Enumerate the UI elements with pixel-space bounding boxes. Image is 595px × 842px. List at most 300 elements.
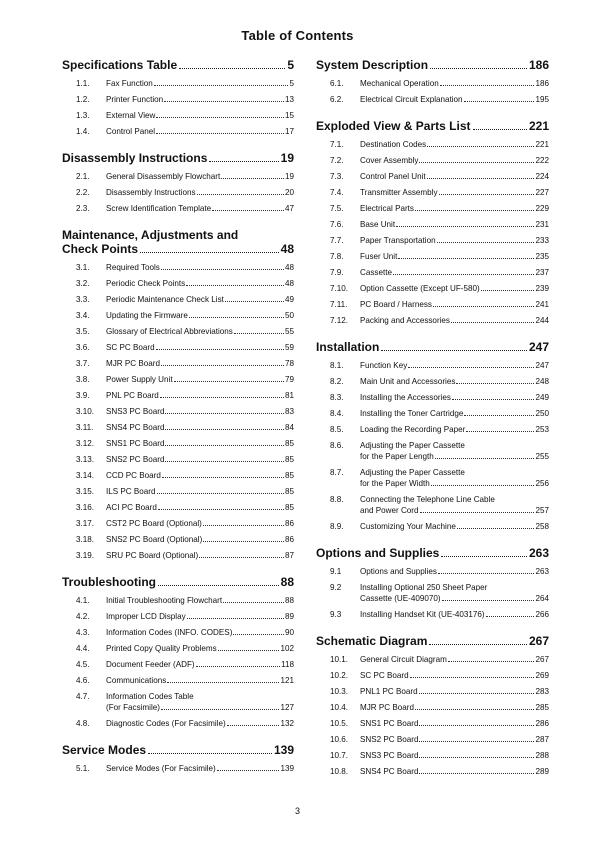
entry-number: 3.6.: [76, 343, 90, 352]
entry-page: 47: [284, 204, 294, 213]
entry-title: SNS2 PC Board (Optional): [106, 535, 203, 544]
entry-title: Destination Codes: [360, 140, 427, 149]
entry-page: 78: [284, 359, 294, 368]
entry-page: 5: [289, 79, 294, 88]
entry-number: 3.14.: [76, 471, 95, 480]
toc-entry[interactable]: [316, 465, 549, 492]
entry-title: General Circuit Diagram: [360, 655, 447, 664]
entry-title: Packing and Accessories: [360, 316, 450, 325]
dot-leader: [158, 585, 279, 586]
entry-number: 1.4.: [76, 127, 90, 136]
dot-leader: [161, 269, 284, 270]
toc-entry[interactable]: [62, 548, 294, 564]
section-title: Service Modes: [62, 743, 147, 757]
toc-entry[interactable]: [62, 500, 294, 516]
toc-section: [316, 546, 549, 623]
entry-title: Screw Identification Template: [106, 204, 212, 213]
toc-entry[interactable]: [62, 292, 294, 308]
dot-leader: [161, 709, 280, 710]
entry-title: for the Paper Width: [360, 479, 430, 488]
section-heading[interactable]: [316, 546, 549, 560]
section-heading[interactable]: [62, 228, 294, 256]
toc-section: [316, 58, 549, 108]
dot-leader: [158, 509, 284, 510]
toc-entry[interactable]: [62, 468, 294, 484]
toc-entry[interactable]: [62, 532, 294, 548]
toc-entry[interactable]: [62, 625, 294, 641]
section-page: 263: [528, 546, 549, 560]
entry-page: 79: [284, 375, 294, 384]
dot-leader: [197, 194, 284, 195]
entry-title: SRU PC Board (Optional): [106, 551, 199, 560]
entry-number: 8.9.: [330, 522, 344, 531]
section-heading[interactable]: [62, 743, 294, 757]
entry-page: 87: [284, 551, 294, 560]
entry-number: 7.12.: [330, 316, 349, 325]
entry-number: 7.4.: [330, 188, 344, 197]
dot-leader: [189, 317, 284, 318]
entry-page: 55: [284, 327, 294, 336]
toc-section: [316, 634, 549, 780]
entry-title: Communications: [106, 676, 167, 685]
dot-leader: [452, 399, 535, 400]
dot-leader: [217, 770, 280, 771]
toc-entry[interactable]: [62, 169, 294, 185]
dot-leader: [199, 557, 284, 558]
toc-entry[interactable]: [316, 281, 549, 297]
entry-title: Updating the Firmware: [106, 311, 188, 320]
entry-page: 81: [284, 391, 294, 400]
toc-entry[interactable]: [62, 108, 294, 124]
entry-title: Main Unit and Accessories: [360, 377, 456, 386]
entry-title: Periodic Maintenance Check List: [106, 295, 224, 304]
entry-number: 10.8.: [330, 767, 349, 776]
entry-number: 9.1: [330, 567, 342, 576]
section-heading[interactable]: [62, 58, 294, 72]
page-number: 3: [294, 806, 300, 816]
entry-page: 229: [535, 204, 549, 213]
toc-entry[interactable]: [316, 217, 549, 233]
entry-title: Mechanical Operation: [360, 79, 439, 88]
toc-entry[interactable]: [316, 76, 549, 92]
entry-title-line1: Information Codes Table: [106, 692, 194, 701]
entry-page: 239: [535, 284, 549, 293]
entry-number: 8.4.: [330, 409, 344, 418]
toc-entry[interactable]: [62, 761, 294, 777]
entry-page: 195: [535, 95, 549, 104]
entry-number: 4.2.: [76, 612, 90, 621]
entry-number: 10.5.: [330, 719, 349, 728]
dot-leader: [161, 365, 284, 366]
entry-page: 250: [535, 409, 549, 418]
entry-number: 7.11.: [330, 300, 348, 309]
entry-page: 59: [284, 343, 294, 352]
toc-entry[interactable]: [316, 374, 549, 390]
entry-title: Improper LCD Display: [106, 612, 186, 621]
entry-title: ACI PC Board: [106, 503, 157, 512]
entry-number: 3.16.: [76, 503, 95, 512]
dot-leader: [408, 367, 534, 368]
dot-leader: [473, 129, 527, 130]
entry-page: 255: [535, 452, 549, 461]
entry-page: 85: [284, 487, 294, 496]
dot-leader: [157, 493, 284, 494]
entry-number: 3.19.: [76, 551, 95, 560]
toc-entry[interactable]: [62, 516, 294, 532]
toc-entry[interactable]: [62, 356, 294, 372]
entry-number: 10.2.: [330, 671, 349, 680]
entry-number: 8.2.: [330, 377, 344, 386]
section-page: 139: [273, 743, 294, 757]
entry-page: 248: [535, 377, 549, 386]
section-heading[interactable]: [62, 575, 294, 589]
dot-leader: [154, 85, 289, 86]
entry-number: 8.1.: [330, 361, 344, 370]
toc-entry[interactable]: [62, 76, 294, 92]
toc-entry[interactable]: [62, 609, 294, 625]
dot-leader: [441, 556, 527, 557]
entry-page: 83: [284, 407, 294, 416]
toc-entry[interactable]: [62, 276, 294, 292]
entry-title: Loading the Recording Paper: [360, 425, 466, 434]
entry-title: SC PC Board: [106, 343, 155, 352]
entry-title: Document Feeder (ADF): [106, 660, 195, 669]
entry-number: 2.3.: [76, 204, 90, 213]
dot-leader: [156, 133, 284, 134]
entry-number: 3.11.: [76, 423, 94, 432]
dot-leader: [212, 210, 284, 211]
toc-entry[interactable]: [316, 137, 549, 153]
dot-leader: [396, 226, 534, 227]
entry-page: 253: [535, 425, 549, 434]
toc-entry[interactable]: [316, 668, 549, 684]
toc-entry[interactable]: [316, 492, 549, 519]
entry-number: 3.3.: [76, 295, 90, 304]
entry-page: 90: [284, 628, 294, 637]
entry-number: 1.3.: [76, 111, 90, 120]
entry-page: 88: [284, 596, 294, 605]
entry-number: 8.7.: [330, 468, 344, 477]
dot-leader: [165, 445, 284, 446]
dot-leader: [218, 650, 280, 651]
entry-title: CCD PC Board: [106, 471, 161, 480]
section-heading[interactable]: [316, 58, 549, 72]
toc-entry[interactable]: [62, 260, 294, 276]
toc-entry[interactable]: [316, 390, 549, 406]
entry-page: 15: [284, 111, 294, 120]
entry-title: MJR PC Board: [360, 703, 414, 712]
entry-number: 3.2.: [76, 279, 90, 288]
dot-leader: [456, 383, 534, 384]
entry-number: 7.6.: [330, 220, 344, 229]
toc-right-column: [316, 58, 549, 791]
entry-page: 118: [281, 660, 294, 669]
toc-entry[interactable]: [316, 265, 549, 281]
entry-number: 3.7.: [76, 359, 90, 368]
entry-page: 86: [284, 519, 294, 528]
dot-leader: [438, 573, 535, 574]
toc-entry[interactable]: [62, 484, 294, 500]
toc-entry[interactable]: [316, 201, 549, 217]
entry-number: 7.5.: [330, 204, 344, 213]
toc-entry[interactable]: [316, 438, 549, 465]
dot-leader: [419, 741, 534, 742]
entry-number: 4.4.: [76, 644, 90, 653]
toc-entry[interactable]: [316, 684, 549, 700]
entry-number: 8.8.: [330, 495, 344, 504]
section-title: Schematic Diagram: [316, 634, 428, 648]
entry-page: 269: [535, 671, 549, 680]
entry-title: Control Panel: [106, 127, 156, 136]
toc-entry[interactable]: [62, 420, 294, 436]
dot-leader: [486, 616, 535, 617]
entry-page: 264: [535, 594, 549, 603]
entry-title: SNS3 PC Board: [360, 751, 419, 760]
entry-page: 237: [535, 268, 549, 277]
section-title: Disassembly Instructions: [62, 151, 208, 165]
section-page: 19: [280, 151, 294, 165]
toc-entry[interactable]: [316, 406, 549, 422]
toc-entry[interactable]: [62, 124, 294, 140]
toc-entry[interactable]: [316, 249, 549, 265]
toc-entry[interactable]: [62, 388, 294, 404]
entry-title: Paper Transportation: [360, 236, 436, 245]
entry-page: 235: [535, 252, 549, 261]
entry-title: Required Tools: [106, 263, 160, 272]
entry-number: 6.1.: [330, 79, 344, 88]
section-title-line1: Maintenance, Adjustments and: [62, 228, 239, 242]
toc-entry[interactable]: [316, 153, 549, 169]
entry-page: 127: [280, 703, 294, 712]
entry-number: 3.5.: [76, 327, 90, 336]
entry-title: Option Cassette (Except UF-580): [360, 284, 480, 293]
section-heading[interactable]: [316, 634, 549, 648]
toc-entry[interactable]: [316, 580, 549, 607]
dot-leader: [419, 725, 534, 726]
toc-entry[interactable]: [62, 452, 294, 468]
toc-section: [316, 119, 549, 329]
toc-entry[interactable]: [316, 519, 549, 535]
toc-entry[interactable]: [316, 652, 549, 668]
entry-title: Information Codes (INFO. CODES): [106, 628, 233, 637]
entry-number: 8.5.: [330, 425, 344, 434]
dot-leader: [419, 162, 534, 163]
toc-entry[interactable]: [62, 673, 294, 689]
entry-title: SNS1 PC Board: [360, 719, 419, 728]
toc-entry[interactable]: [62, 201, 294, 217]
section-page: 88: [280, 575, 294, 589]
dot-leader: [419, 693, 535, 694]
entry-page: 121: [280, 676, 294, 685]
entry-title: PNL PC Board: [106, 391, 159, 400]
dot-leader: [415, 210, 535, 211]
section-heading[interactable]: [62, 151, 294, 165]
dot-leader: [156, 117, 284, 118]
toc-entry[interactable]: [62, 308, 294, 324]
section-heading[interactable]: [316, 119, 549, 133]
toc-entry[interactable]: [316, 716, 549, 732]
entry-number: 3.4.: [76, 311, 90, 320]
dot-leader: [203, 525, 284, 526]
toc-entry[interactable]: [316, 358, 549, 374]
entry-page: 224: [535, 172, 549, 181]
page-title: Table of Contents: [241, 28, 354, 43]
toc-entry[interactable]: [62, 436, 294, 452]
entry-number: 7.3.: [330, 172, 344, 181]
entry-number: 9.2: [330, 583, 342, 592]
entry-number: 4.5.: [76, 660, 90, 669]
entry-title: Options and Supplies: [360, 567, 437, 576]
toc-entry[interactable]: [316, 297, 549, 313]
entry-number: 3.1.: [76, 263, 90, 272]
toc-entry[interactable]: [62, 689, 294, 716]
dot-leader: [440, 85, 535, 86]
toc-entry[interactable]: [316, 564, 549, 580]
toc-entry[interactable]: [316, 607, 549, 623]
section-heading[interactable]: [316, 340, 549, 354]
toc-entry[interactable]: [62, 716, 294, 732]
entry-title: Diagnostic Codes (For Facsimile): [106, 719, 226, 728]
entry-page: 17: [284, 127, 294, 136]
dot-leader: [419, 773, 534, 774]
dot-leader: [481, 290, 535, 291]
entry-page: 50: [284, 311, 294, 320]
entry-number: 6.2.: [330, 95, 344, 104]
entry-title: PC Board / Harness: [360, 300, 432, 309]
toc-section: [62, 228, 294, 564]
dot-leader: [165, 413, 284, 414]
entry-title: Control Panel Unit: [360, 172, 426, 181]
entry-number: 9.3: [330, 610, 342, 619]
entry-number: 8.6.: [330, 441, 344, 450]
entry-number: 7.9.: [330, 268, 344, 277]
dot-leader: [223, 602, 284, 603]
toc-entry[interactable]: [62, 372, 294, 388]
dot-leader: [419, 757, 534, 758]
entry-title: Customizing Your Machine: [360, 522, 456, 531]
entry-number: 3.18.: [76, 535, 95, 544]
entry-title: Base Unit: [360, 220, 396, 229]
dot-leader: [196, 666, 280, 667]
toc-entry[interactable]: [62, 92, 294, 108]
dot-leader: [442, 600, 535, 601]
entry-title: Function Key: [360, 361, 408, 370]
toc-section: [62, 151, 294, 217]
toc-entry[interactable]: [316, 313, 549, 329]
entry-page: 49: [284, 295, 294, 304]
dot-leader: [209, 161, 278, 162]
toc-entry[interactable]: [62, 340, 294, 356]
entry-title: SNS4 PC Board: [360, 767, 419, 776]
toc-entry[interactable]: [316, 185, 549, 201]
section-title: Troubleshooting: [62, 575, 156, 589]
entry-title: PNL1 PC Board: [360, 687, 418, 696]
entry-page: 286: [535, 719, 549, 728]
entry-page: 244: [535, 316, 549, 325]
entry-number: 10.6.: [330, 735, 349, 744]
entry-page: 132: [280, 719, 294, 728]
section-title: Installation: [316, 340, 380, 354]
dot-leader: [430, 68, 527, 69]
toc-entry[interactable]: [62, 185, 294, 201]
dot-leader: [398, 258, 534, 259]
toc-entry[interactable]: [316, 169, 549, 185]
toc-entry[interactable]: [62, 404, 294, 420]
entry-page: 48: [284, 263, 294, 272]
dot-leader: [464, 101, 535, 102]
entry-title: Cassette (UE-409070): [360, 594, 441, 603]
dot-leader: [160, 397, 284, 398]
entry-page: 231: [535, 220, 549, 229]
toc-entry[interactable]: [316, 732, 549, 748]
section-title: Specifications Table: [62, 58, 178, 72]
entry-page: 283: [535, 687, 549, 696]
dot-leader: [427, 146, 534, 147]
entry-title: General Disassembly Flowchart: [106, 172, 221, 181]
toc-section: [62, 743, 294, 777]
dot-leader: [393, 274, 535, 275]
entry-page: 257: [535, 506, 549, 515]
dot-leader: [448, 661, 535, 662]
entry-title: Cover Assembly: [360, 156, 419, 165]
entry-title: Transmitter Assembly: [360, 188, 438, 197]
dot-leader: [174, 381, 284, 382]
dot-leader: [433, 306, 535, 307]
entry-page: 266: [535, 610, 549, 619]
dot-leader: [420, 512, 535, 513]
toc-entry[interactable]: [62, 324, 294, 340]
toc-entry[interactable]: [62, 593, 294, 609]
entry-number: 7.8.: [330, 252, 344, 261]
entry-title: Fuser Unit: [360, 252, 398, 261]
dot-leader: [451, 322, 535, 323]
entry-number: 7.7.: [330, 236, 344, 245]
entry-number: 4.1.: [76, 596, 90, 605]
toc-entry[interactable]: [316, 233, 549, 249]
entry-number: 2.1.: [76, 172, 90, 181]
entry-number: 3.13.: [76, 455, 95, 464]
toc-entry[interactable]: [316, 700, 549, 716]
dot-leader: [179, 68, 285, 69]
dot-leader: [165, 429, 284, 430]
entry-title: Service Modes (For Facsimile): [106, 764, 216, 773]
toc-entry[interactable]: [62, 657, 294, 673]
entry-number: 3.9.: [76, 391, 90, 400]
dot-leader: [381, 350, 527, 351]
entry-number: 3.17.: [76, 519, 95, 528]
entry-page: 288: [535, 751, 549, 760]
toc-entry[interactable]: [316, 748, 549, 764]
entry-title: Electrical Circuit Explanation: [360, 95, 463, 104]
dot-leader: [466, 431, 534, 432]
entry-page: 186: [535, 79, 549, 88]
toc-entry[interactable]: [316, 422, 549, 438]
entry-title: ILS PC Board: [106, 487, 156, 496]
dot-leader: [427, 178, 535, 179]
entry-number: 8.3.: [330, 393, 344, 402]
entry-number: 10.4.: [330, 703, 349, 712]
toc-entry[interactable]: [316, 92, 549, 108]
section-page: 5: [287, 58, 294, 72]
toc-entry[interactable]: [316, 764, 549, 780]
dot-leader: [415, 709, 535, 710]
dot-leader: [148, 753, 272, 754]
entry-number: 3.10.: [76, 407, 95, 416]
entry-title: Disassembly Instructions: [106, 188, 196, 197]
entry-number: 1.1.: [76, 79, 90, 88]
entry-page: 233: [535, 236, 549, 245]
toc-entry[interactable]: [62, 641, 294, 657]
